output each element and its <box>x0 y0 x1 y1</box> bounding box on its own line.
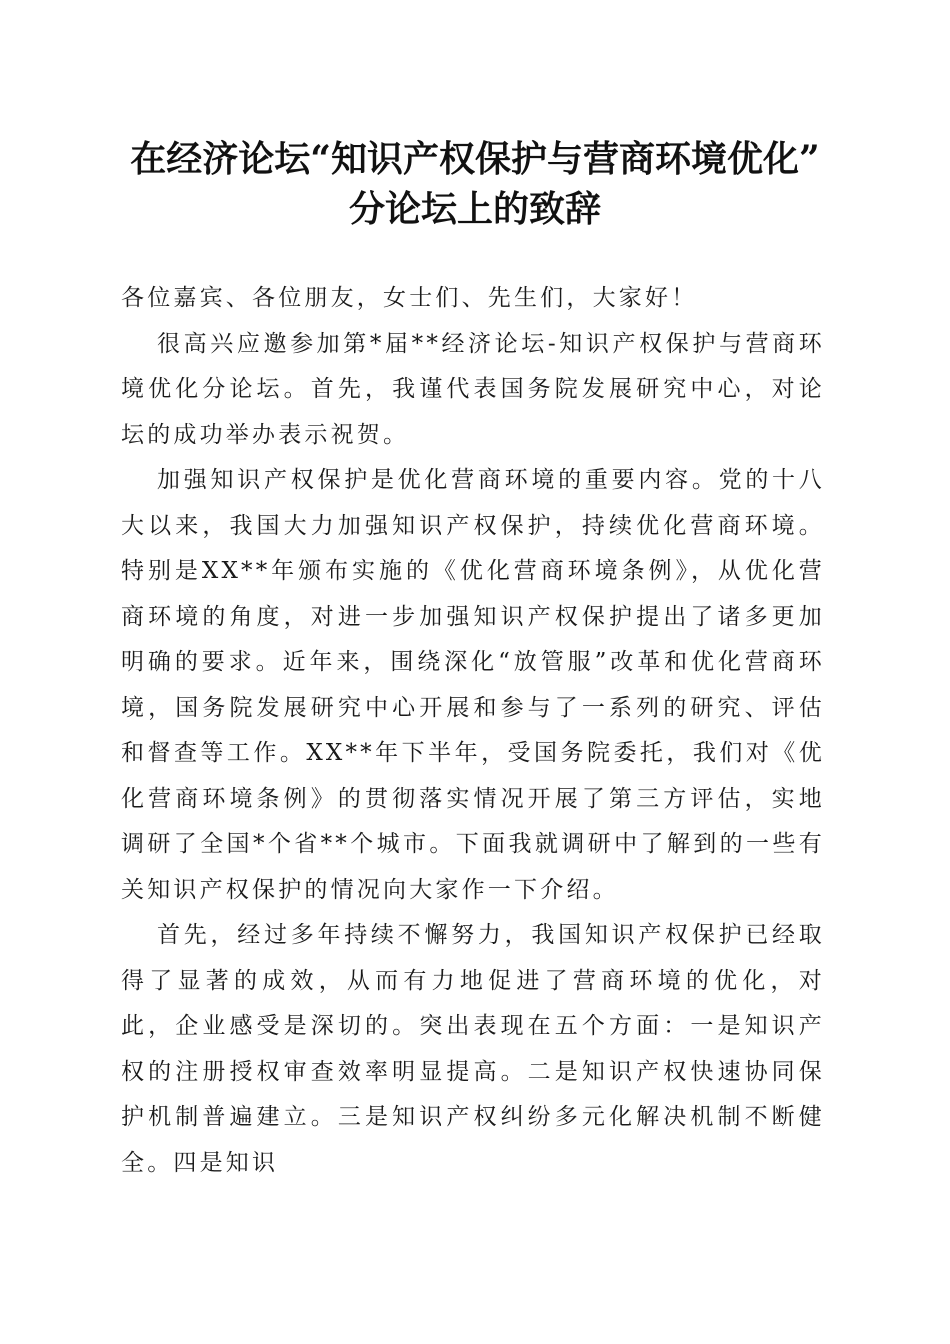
title-line-1: 在经济论坛“知识产权保护与营商环境优化” <box>130 138 820 180</box>
paragraph-1: 很高兴应邀参加第*届**经济论坛-知识产权保护与营商环境优化分论坛。首先，我谨代表国务院发展研究中心，对论坛的成功举办表示祝贺。 <box>121 330 825 448</box>
paragraph-2: 加强知识产权保护是优化营商环境的重要内容。党的十八大以来，我国大力加强知识产权保护，持续优化营商环境。特别是XX**年颁布实施的《优化营商环境条例》，从优化营商环境的角度，对进一步加强知识产权保护提出了诸多更加明确的要求。近年来，围绕深化“放管服”改革和优化营商环境，国务院发展研究中心开展和参与了一系列的研究、评估和督查等工作。XX**年下半年，受国务院委托，我们对《优化营商环境条例》的贯彻落实情况开展了第三方评估，实地调研了全国*个省**个城市。下面我就调研中了解到的一些有关知识产权保护的情况向大家作一下介绍。 <box>121 467 825 903</box>
document-title <box>100 134 850 234</box>
salutation: 各位嘉宾、各位朋友，女士们、先生们，大家好！ <box>121 285 698 311</box>
paragraph-3: 首先，经过多年持续不懈努力，我国知识产权保护已经取得了显著的成效，从而有力地促进了营商环境的优化，对此，企业感受是深切的。突出表现在五个方面：一是知识产权的注册授权审查效率明显提高。二是知识产权快速协同保护机制普遍建立。三是知识产权纠纷多元化解决机制不断健全。四是知识 <box>121 922 825 1176</box>
document-body <box>121 276 825 1186</box>
title-line-2: 分论坛上的致辞 <box>348 188 601 230</box>
